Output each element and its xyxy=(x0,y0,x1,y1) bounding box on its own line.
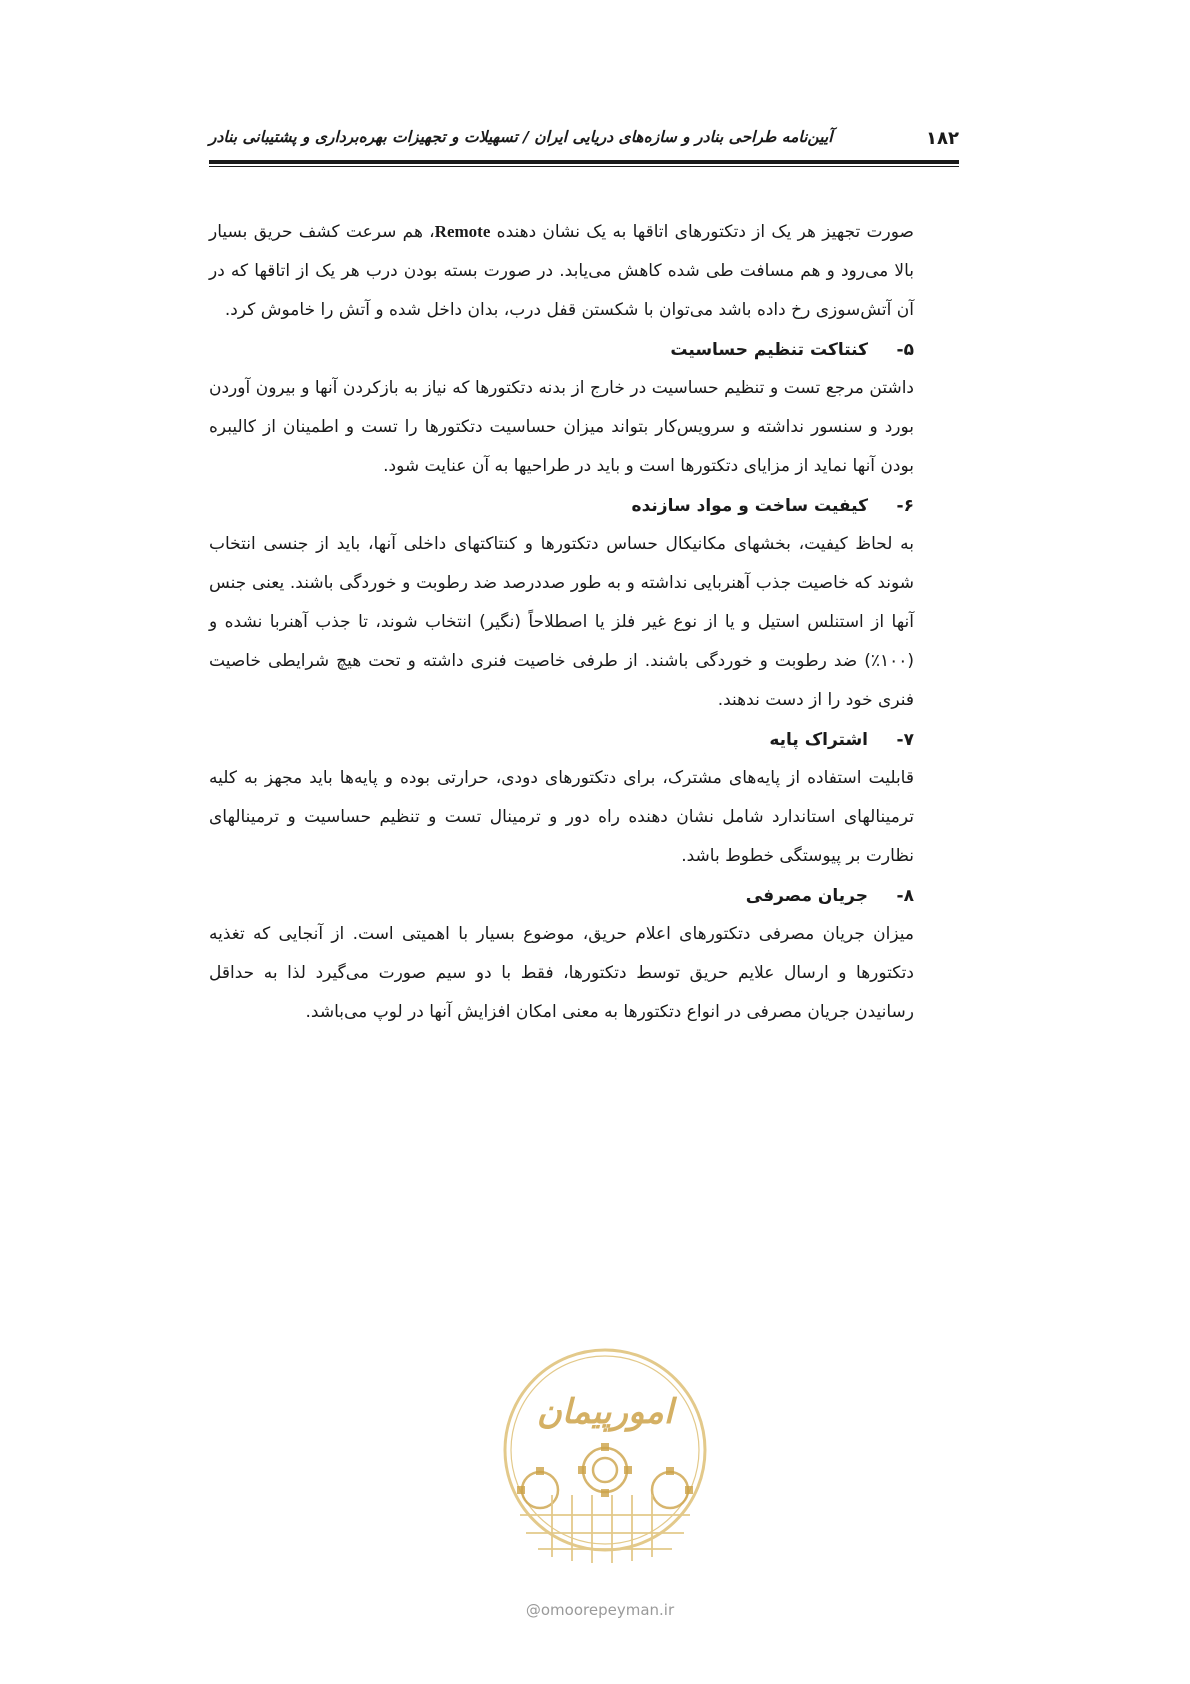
section-number: ۶- xyxy=(896,495,914,516)
intro-bold-term: Remote xyxy=(434,222,491,241)
section-number: ۷- xyxy=(896,729,914,750)
section-paragraph-6: به لحاظ کیفیت، بخشهای مکانیکال حساس دتکتورها و کنتاکتهای داخلی آنها، باید از جنسی انتخاب شوند که خاصیت جذب آهنربایی نداشته و به طور صددرصد ضد رطوبت و خوردگی باشند. یعنی جنس آنها از استنلس استیل و یا از نوع غیر فلز یا اصطلاحاً (نگیر) انتخاب شوند، تا جذب آهنربا نشده و (۱۰۰٪) ضد رطوبت و خوردگی باشند. از طرفی خاصیت فنری داشته و تحت هیچ شرایطی خاصیت فنری خود را از دست ندهند. xyxy=(209,534,914,710)
page-header xyxy=(209,124,959,164)
intro-paragraph xyxy=(209,212,914,330)
section-title: اشتراک پایه xyxy=(769,729,868,750)
section-number: ۸- xyxy=(896,885,914,906)
section-heading-6 xyxy=(209,486,914,525)
intro-text-end: ، هم سرعت کشف حریق بسیار بالا می‌رود و هم مسافت طی شده کاهش می‌یابد. در صورت بسته بودن درب هر یک از اتاقها که در آن آتش‌سوزی رخ داده باشد می‌توان با شکستن قفل درب، بدان داخل شده و آتش را خاموش کرد. xyxy=(209,222,914,320)
page-number: ۱۸۲ xyxy=(926,128,959,149)
running-title: آیین‌نامه طراحی بنادر و سازه‌های دریایی ایران / تسهیلات و تجهیزات بهره‌برداری و پشتیبانی بنادر xyxy=(209,128,833,146)
section-heading-5 xyxy=(209,330,914,369)
section-heading-7 xyxy=(209,720,914,759)
section-paragraph-5: داشتن مرجع تست و تنظیم حساسیت در خارج از بدنه دتکتورها که نیاز به بازکردن آنها و بیرون آوردن بورد و سنسور نداشته و سرویس‌کار بتواند میزان حساسیت دتکتورها را تست و اطمینان از کالیبره بودن آنها نماید از مزایای دتکتورها است و باید در طراحیها به آن عنایت شود. xyxy=(209,378,914,476)
watermark-site: @omoorepeyman.ir xyxy=(525,1601,675,1619)
section-title: کیفیت ساخت و مواد سازنده xyxy=(631,495,868,516)
header-rule-thin xyxy=(209,166,959,167)
section-title: جریان مصرفی xyxy=(745,885,868,906)
section-paragraph-8: میزان جریان مصرفی دتکتورهای اعلام حریق، موضوع بسیار با اهمیتی است. از آنجایی که تغذیه دتکتورها و ارسال علایم حریق توسط دتکتورها، فقط با دو سیم صورت می‌گیرد لذا به حداقل رسانیدن جریان مصرفی در انواع دتکتورها به معنی امکان افزایش آنها در لوپ می‌باشد. xyxy=(209,924,914,1022)
header-rule-thick xyxy=(209,160,959,164)
intro-text-start: صورت تجهیز هر یک از دتکتورهای اتاقها به یک نشان دهنده xyxy=(496,222,914,242)
section-number: ۵- xyxy=(896,339,914,360)
section-heading-8 xyxy=(209,876,914,915)
watermark-logo xyxy=(490,1345,720,1595)
section-title: کنتاکت تنظیم حساسیت xyxy=(670,339,868,360)
page-body xyxy=(209,212,914,1032)
section-paragraph-7: قابلیت استفاده از پایه‌های مشترک، برای دتکتورهای دودی، حرارتی بوده و پایه‌ها باید مجهز به کلیه ترمینالهای استاندارد شامل نشان دهنده راه دور و ترمینال تست و تنظیم حساسیت و ترمینالهای نظارت بر پیوستگی خطوط باشد. xyxy=(209,768,914,866)
logo-calligraphy: امورپیمان xyxy=(536,1392,674,1432)
